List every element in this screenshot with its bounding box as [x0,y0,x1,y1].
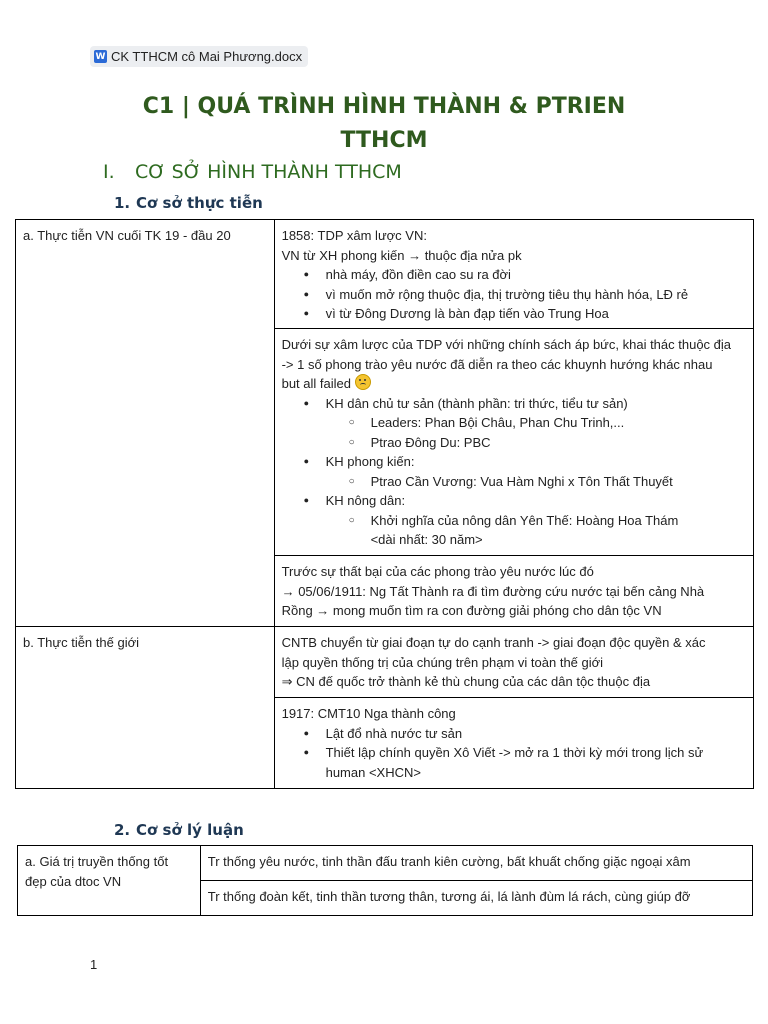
row-label: a. Giá trị truyền thống tốt đẹp của dtoc VN [25,854,169,889]
sub-list-item: ○ Leaders: Phan Bội Châu, Phan Chu Trinh,... [282,413,746,433]
text-line [282,374,746,394]
text-line: lập quyền thống trị của chúng trên phạm vi toàn thế giới [281,654,604,670]
subsection-label: Cơ sở thực tiễn [136,194,263,212]
document-chip[interactable] [90,46,308,67]
text-line: CNTB chuyển từ giai đoạn tự do cạnh tranh -> giai đoạn độc quyền & xác [281,635,706,650]
sub-list-item: ○ Ptrao Cần Vương: Vua Hàm Nghi x Tôn Thất Thuyết [282,472,746,492]
list-item: ● KH dân chủ tư sản (thành phần: tri thức, tiểu tư sản) [282,394,746,414]
subsection-heading-2 [114,821,244,839]
table-cell [274,556,753,627]
list-item [282,743,746,782]
list-item-text-continued: human <XHCN> [325,764,421,780]
list-item: ● KH phong kiến: [282,452,746,472]
table-cell [274,220,753,329]
table-cell [200,846,752,881]
section-label: CƠ SỞ HÌNH THÀNH TTHCM [135,161,402,183]
subsection-number: 1. [114,194,131,212]
table-row [16,627,754,698]
sub-list-continuation: <dài nhất: 30 năm> [370,532,483,547]
list-item: ● vì muốn mở rộng thuộc địa, thị trường tiêu thụ hành hóa, LĐ rẻ [282,285,746,305]
word-doc-icon: W [95,51,106,62]
subsection-label: Cơ sở lý luận [136,821,244,839]
table-cell [274,329,753,556]
row-label: a. Thực tiễn VN cuối TK 19 - đầu 20 [23,228,231,243]
list-item: ● KH nông dân: [282,491,746,511]
table-cell [274,627,753,698]
page-number: 1 [90,957,98,972]
text-line: Rồng → mong muốn tìm ra con đường giải phóng cho dân tộc VN [281,603,662,618]
document-name: CK TTHCM cô Mai Phương.docx [111,49,303,64]
list-item: ● nhà máy, đồn điền cao su ra đời [282,265,746,285]
table-row [18,846,753,881]
title-line-2: TTHCM [340,128,428,153]
title-line-1: C1 | QUÁ TRÌNH HÌNH THÀNH & PTRIEN [142,94,626,119]
subsection-number: 2. [114,821,131,839]
theoretical-basis-table [17,845,753,916]
text-line: Trước sự thất bại của các phong trào yêu nước lúc đó [281,564,594,579]
sub-list-item: ○ Khởi nghĩa của nông dân Yên Thế: Hoàng Hoa Thám [282,511,746,531]
text-line: Dưới sự xâm lược của TDP với những chính sách áp bức, khai thác thuộc địa [281,337,732,352]
practical-basis-table [15,219,754,789]
cell-text: Tr thống đoàn kết, tinh thần tương thân, tương ái, lá lành đùm lá rách, cùng giúp đỡ [207,889,691,904]
table-cell-label [16,627,275,789]
text-line-text: but all failed [281,376,351,391]
text-line: 1858: TDP xâm lược VN: [281,228,427,243]
subsection-heading-1 [114,194,263,212]
row-label: b. Thực tiễn thế giới [23,635,139,650]
document-title [0,90,768,158]
list-item: ● Lật đổ nhà nước tư sản [282,724,746,744]
cell-text: Tr thống yêu nước, tinh thần đấu tranh kiên cường, bất khuất chống giặc ngoại xâm [207,854,691,869]
text-line: ⇒ CN đế quốc trở thành kẻ thù chung của các dân tộc thuộc địa [281,674,651,689]
table-row [16,220,754,329]
sub-list-item: ○ Ptrao Đông Du: PBC [282,433,746,453]
text-line: 1917: CMT10 Nga thành công [281,706,456,721]
table-cell [200,881,752,916]
section-heading [103,161,402,183]
frown-emoji-icon [355,374,371,390]
text-line: VN từ XH phong kiến → thuộc địa nửa pk [281,247,522,263]
section-number: I. [103,161,115,183]
text-line: → 05/06/1911: Ng Tất Thành ra đi tìm đường cứu nước tại bến cảng Nhà [281,583,705,599]
list-item: ● vì từ Đông Dương là bàn đạp tiến vào Trung Hoa [282,304,746,324]
table-cell [274,698,753,789]
table-cell-label [16,220,275,627]
table-cell-label [18,846,201,916]
text-line: -> 1 số phong trào yêu nước đã diễn ra theo các khuynh hướng khác nhau [281,356,713,372]
list-item-text: Thiết lập chính quyền Xô Viết -> mở ra 1 thời kỳ mới trong lịch sử [325,745,704,760]
